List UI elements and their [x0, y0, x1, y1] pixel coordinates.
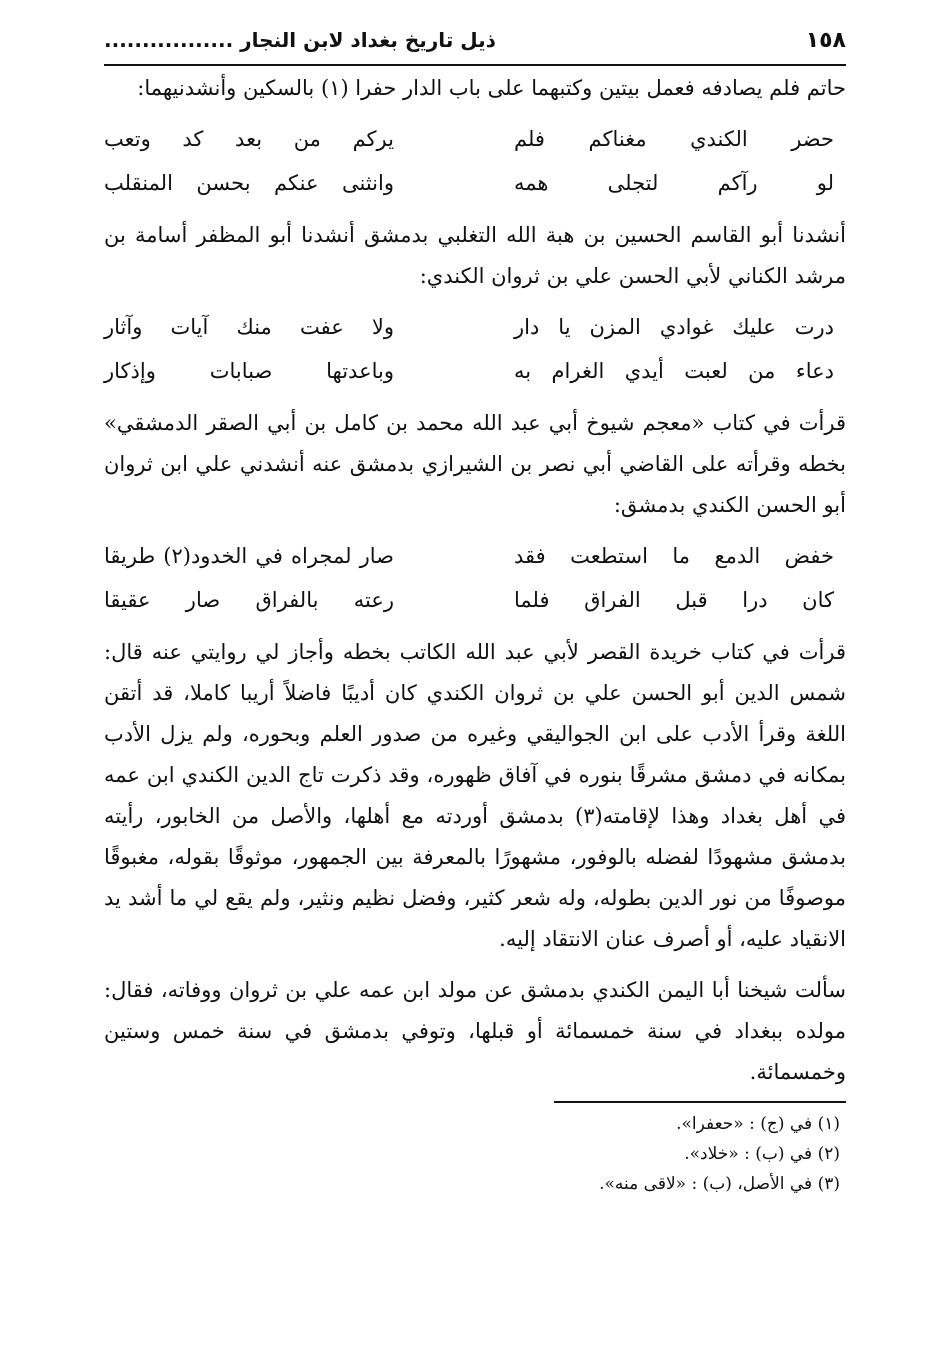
verse-hemistich-first: حضر الكندي مغناكم فلم: [514, 127, 834, 151]
verses-1: [104, 117, 846, 205]
verse-line: [104, 117, 846, 161]
running-title-group: [104, 28, 496, 52]
verse-hemistich-first: لو رآكم لتجلى همه: [514, 171, 834, 195]
paragraph-5: سألت شيخنا أبا اليمن الكندي بدمشق عن مولد ابن عمه علي بن ثروان ووفاته، فقال: مولده ببغداد في سنة خمسمائة أو قبلها، وتوفي بدمشق في سنة خمس وستين وخمسمائة.: [104, 978, 846, 1084]
header-dots: .................: [104, 28, 234, 52]
page-number: ١٥٨: [805, 28, 846, 53]
paragraph-4: قرأت في كتاب خريدة القصر لأبي عبد الله الكاتب بخطه وأجاز لي روايتي عنه قال: شمس الدين أبو الحسن علي بن ثروان الكندي كان أديبًا فاضلاً أريبا كاملا، قد أتقن اللغة وقرأ الأدب على ابن الجواليقي وغيره من صدور العلم وبحوره، ولم يزل الأدب بمكانه في دمشق مشرقًا بنوره في آفاق ظهوره، وقد ذكرت تاج الدين الكندي ابن عمه في أهل بغداد وهذا لإقامته(٣) بدمشق أوردته مع أهلها، والأصل من الخابور، رأيته بدمشق مشهودًا لفضله بالوفور، مشهورًا بالمعرفة بين الجمهور، موثوقًا بقوله، مغبوقًا موصوفًا من نور الدين بطوله، وله شعر كثير، وفضل نظيم ونثير، ولم يقع لي ما أشد يد الانقياد عليه، أو أصرف عنان الانتقاد إليه.: [104, 640, 847, 951]
verse-line: [104, 161, 846, 205]
running-header: [104, 28, 846, 66]
verse-hemistich-first: دعاء من لعبت أيدي الغرام به: [514, 359, 834, 383]
verses-2: [104, 305, 846, 393]
running-title: ذيل تاريخ بغداد لابن النجار: [240, 28, 496, 52]
verse-hemistich-second: ولا عفت منك آيات وآثار: [104, 315, 394, 339]
footnote-3: (٣) في الأصل، (ب) : «لاقى منه».: [599, 1174, 840, 1194]
verse-hemistich-second: وباعدتها صبابات وإذكار: [104, 359, 394, 383]
footnote-1: (١) في (ج) : «حعفرا».: [676, 1114, 840, 1134]
verse-line: [104, 349, 846, 393]
footnote-divider: [554, 1101, 846, 1103]
verses-3: [104, 534, 846, 622]
paragraph-3: قرأت في كتاب «معجم شيوخ أبي عبد الله محمد بن كامل بن أبي الصقر الدمشقي» بخطه وقرأته على القاضي أبي نصر بن الشيرازي بدمشق عنه أنشدني علي ابن ثروان أبو الحسن الكندي بدمشق:: [104, 411, 846, 517]
paragraph-1: حاتم فلم يصادفه فعمل بيتين وكتبهما على باب الدار حفرا (١) بالسكين وأنشدنيهما:: [137, 76, 846, 100]
footnote-2: (٢) في (ب) : «خلاد».: [684, 1144, 840, 1164]
verse-hemistich-second: وانثنى عنكم بحسن المنقلب: [104, 171, 394, 195]
verse-hemistich-second: صار لمجراه في الخدود(٢) طريقا: [104, 544, 394, 568]
verse-hemistich-first: كان درا قبل الفراق فلما: [514, 588, 834, 612]
verse-line: [104, 534, 846, 578]
footnotes: [104, 1109, 846, 1199]
verse-line: [104, 578, 846, 622]
verse-hemistich-first: درت عليك غوادي المزن يا دار: [514, 315, 834, 339]
verse-hemistich-second: رعته بالفراق صار عقيقا: [104, 588, 394, 612]
paragraph-2: أنشدنا أبو القاسم الحسين بن هبة الله التغلبي بدمشق أنشدنا أبو المظفر أسامة بن مرشد الكناني لأبي الحسن علي بن ثروان الكندي:: [104, 223, 846, 288]
verse-hemistich-second: يركم من بعد كد وتعب: [104, 127, 394, 151]
verse-line: [104, 305, 846, 349]
verse-hemistich-first: خفض الدمع ما استطعت فقد: [514, 544, 834, 568]
